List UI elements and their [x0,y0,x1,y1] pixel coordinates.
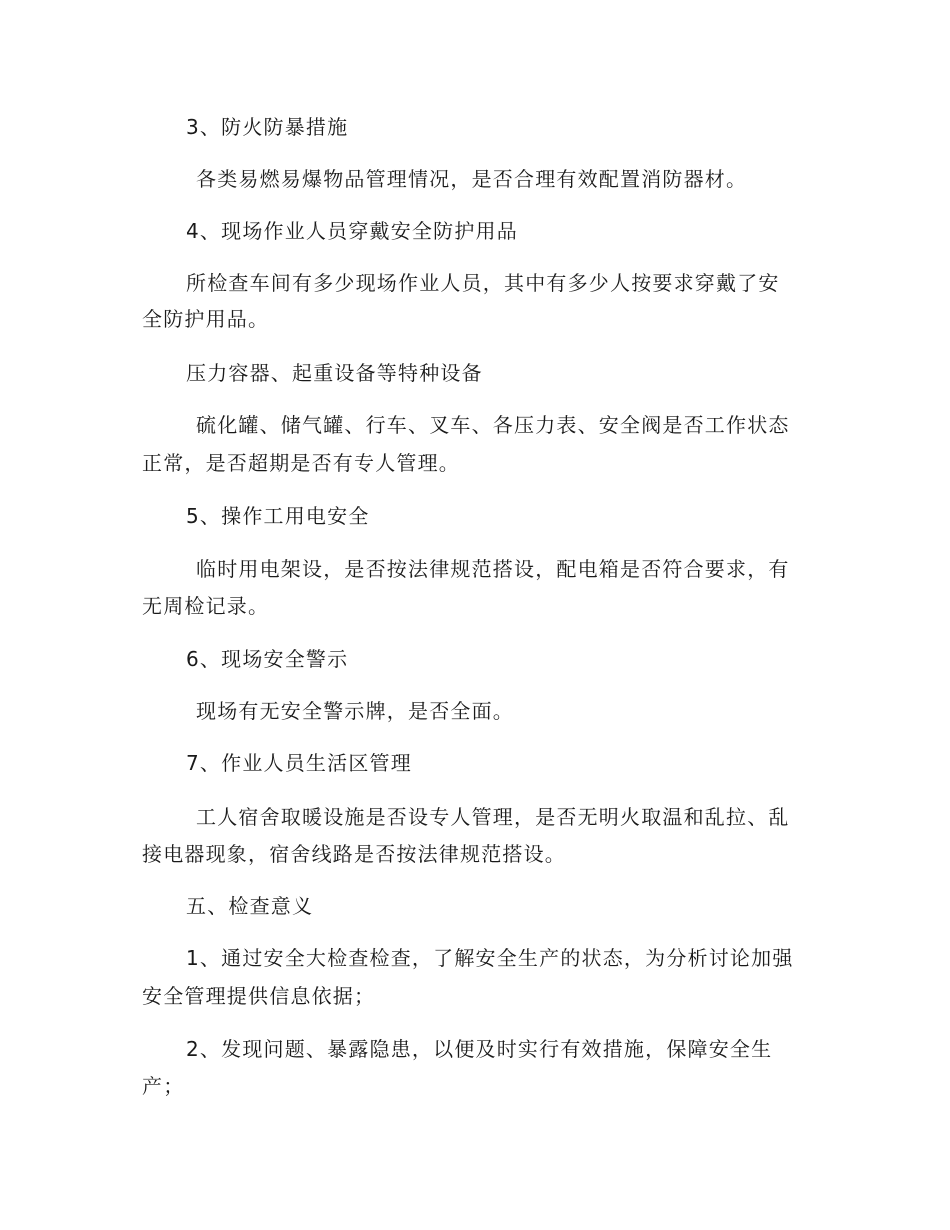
paragraph-special-equipment-line1: 硫化罐、储气罐、行车、叉车、各压力表、安全阀是否工作状态 [196,413,790,437]
section-heading-inspection-significance: 五、检查意义 [186,894,314,918]
section-heading-special-equipment: 压力容器、起重设备等特种设备 [186,361,483,385]
paragraph-significance-1-line1: 1、通过安全大检查检查，了解安全生产的状态，为分析讨论加强 [186,946,794,970]
paragraph-significance-1-line2: 安全管理提供信息依据； [142,984,376,1008]
paragraph-living-area-line1: 工人宿舍取暖设施是否设专人管理，是否无明火取温和乱拉、乱 [196,805,790,829]
paragraph-protective-equipment-line1: 所检查车间有多少现场作业人员，其中有多少人按要求穿戴了安 [186,271,780,295]
paragraph-significance-2-line1: 2、发现问题、暴露隐患，以便及时实行有效措施，保障安全生 [186,1037,773,1061]
section-heading-living-area: 7、作业人员生活区管理 [186,751,412,775]
paragraph-electrical-safety-line2: 无周检记录。 [142,594,270,618]
paragraph-warning-signs: 现场有无安全警示牌，是否全面。 [196,699,514,723]
paragraph-fire-prevention: 各类易燃易爆物品管理情况，是否合理有效配置消防器材。 [196,167,748,191]
paragraph-living-area-line2: 接电器现象，宿舍线路是否按法律规范搭设。 [142,842,566,866]
section-heading-protective-equipment: 4、现场作业人员穿戴安全防护用品 [186,219,518,243]
section-heading-electrical-safety: 5、操作工用电安全 [186,504,370,528]
paragraph-special-equipment-line2: 正常，是否超期是否有专人管理。 [142,451,460,475]
paragraph-significance-2-line2: 产； [142,1074,185,1098]
paragraph-electrical-safety-line1: 临时用电架设，是否按法律规范搭设，配电箱是否符合要求，有 [196,557,790,581]
paragraph-protective-equipment-line2: 全防护用品。 [142,307,270,331]
section-heading-fire-prevention: 3、防火防暴措施 [186,115,349,139]
section-heading-warning-signs: 6、现场安全警示 [186,647,349,671]
